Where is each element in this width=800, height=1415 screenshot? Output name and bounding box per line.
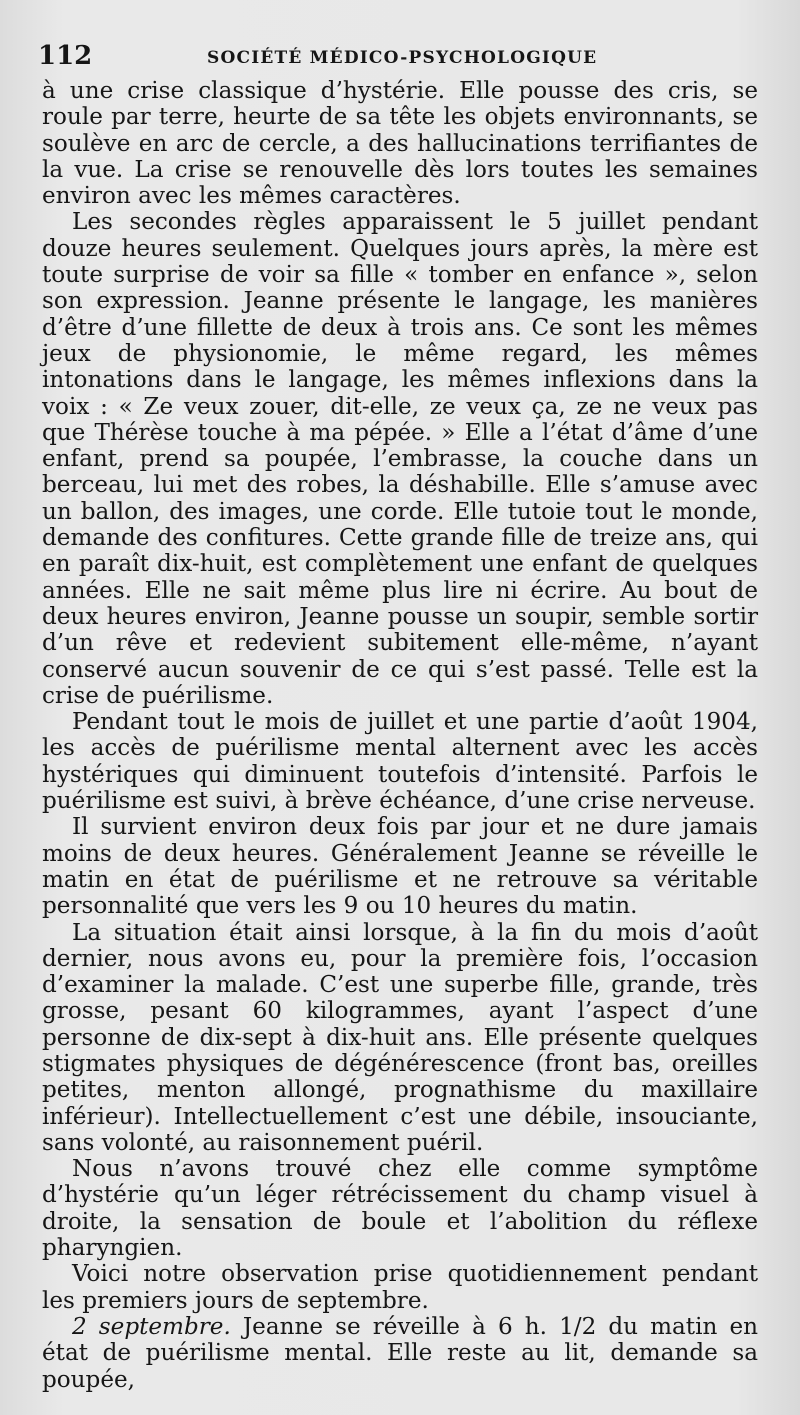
- paragraph-hysteria-symptoms: Nous n’avons trouvé chez elle comme symptôme d’hystérie qu’un léger rétrécissement du champ visuel à droite, la sensation de boule et l’abolition du réflexe pharyngien.: [42, 1156, 758, 1262]
- entry-text: Jeanne se réveille à 6 h. 1/2 du matin en état de puérilisme mental. Elle reste au lit, demande sa poupée,: [42, 1313, 758, 1393]
- page-number: 112: [38, 41, 93, 71]
- paragraph-crisis-continued: à une crise classique d’hystérie. Elle pousse des cris, se roule par terre, heurte de sa tête les objets environnants, se soulève en arc de cercle, a des hallucinations terrifiantes de la vue. La crise se renouvelle dès lors toutes les semaines environ avec les mêmes caractères.: [42, 78, 758, 210]
- paragraph-frequency: Il survient environ deux fois par jour et ne dure jamais moins de deux heures. Généralement Jeanne se réveille le matin en état de puérilisme et ne retrouve sa véritable personnalité que vers les 9 ou 10 heures du matin.: [42, 814, 758, 920]
- paragraph-examination: La situation était ainsi lorsque, à la fin du mois d’août dernier, nous avons eu, pour la première fois, l’occasion d’examiner la malade. C’est une superbe fille, grande, très grosse, pesant 60 kilogrammes, ayant l’aspect d’une personne de dix-sept à dix-huit ans. Elle présente quelques stigmates physiques de dégénérescence (front bas, oreilles petites, menton allongé, prognathisme du maxillaire inférieur). Intellectuellement c’est une débile, insouciante, sans volonté, au raisonnement puéril.: [42, 919, 758, 1156]
- paragraph-september-2: [42, 1314, 758, 1393]
- paragraph-observation-intro: Voici notre observation prise quotidiennement pendant les premiers jours de septembre.: [42, 1261, 758, 1314]
- paragraph-second-period: Les secondes règles apparaissent le 5 juillet pendant douze heures seulement. Quelques jours après, la mère est toute surprise de voir sa fille « tomber en enfance », selon son expression. Jeanne présente le langage, les manières d’être d’une fillette de deux à trois ans. Ce sont les mêmes jeux de physionomie, le même regard, les mêmes intonations dans le langage, les mêmes inflexions dans la voix : « Ze veux zouer, dit-elle, ze veux ça, ze ne veux pas que Thérèse touche à ma pépée. » Elle a l’état d’âme d’une enfant, prend sa poupée, l’embrasse, la couche dans un berceau, lui met des robes, la déshabille. Elle s’amuse avec un ballon, des images, une corde. Elle tutoie tout le monde, demande des confitures. Cette grande fille de treize ans, qui en paraît dix-huit, est complètement une enfant de quelques années. Elle ne sait même plus lire ni écrire. Au bout de deux heures environ, Jeanne pousse un soupir, semble sortir d’un rêve et redevient subitement elle-même, n’ayant conservé aucun souvenir de ce qui s’est passé. Telle est la crise de puérilisme.: [42, 209, 758, 709]
- date-label: 2 septembre.: [72, 1313, 231, 1340]
- paragraph-july-august: Pendant tout le mois de juillet et une partie d’août 1904, les accès de puérilisme mental alternent avec les accès hystériques qui diminuent toutefois d’intensité. Parfois le puérilisme est suivi, à brève échéance, d’une crise nerveuse.: [42, 709, 758, 815]
- running-head: [38, 41, 758, 78]
- body-text: [42, 78, 758, 1393]
- journal-title: SOCIÉTÉ MÉDICO-PSYCHOLOGIQUE: [207, 48, 598, 68]
